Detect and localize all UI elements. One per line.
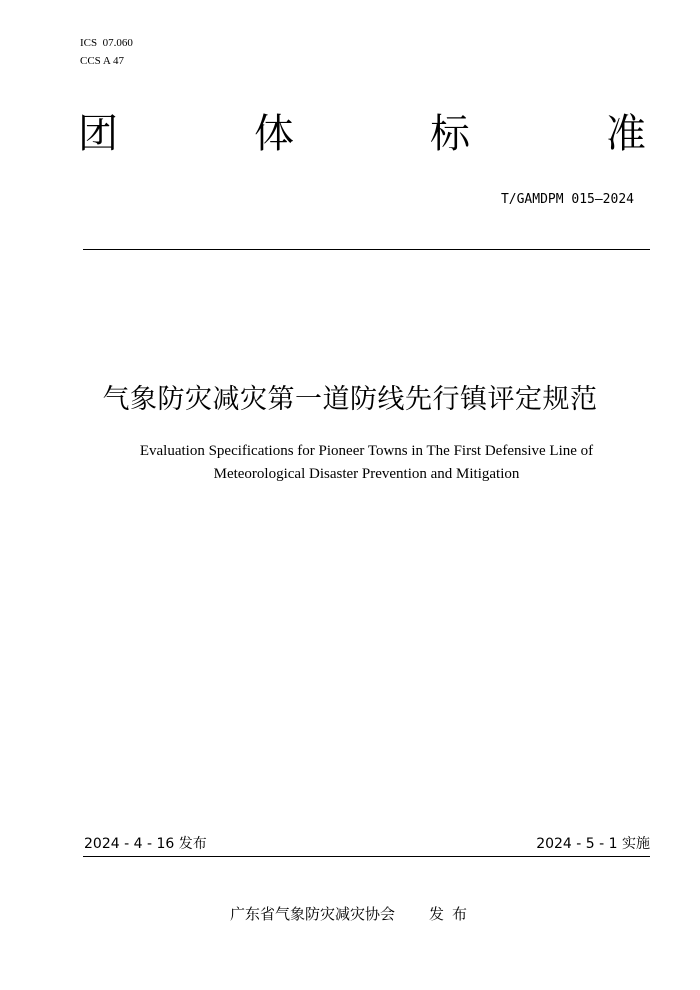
issue-date: 2024 - 4 - 16 发布 <box>84 836 207 852</box>
title-english-line-1: Evaluation Specifications for Pioneer Towns in The First Defensive Line of <box>139 443 594 459</box>
standard-type-char-1: 团 <box>78 111 118 157</box>
title-english <box>90 440 643 486</box>
header-divider <box>83 249 650 250</box>
implementation-date: 2024 - 5 - 1 实施 <box>536 836 650 852</box>
standard-number: T/GAMDPM 015—2024 <box>500 192 634 207</box>
ccs-code: CCS A 47 <box>80 55 125 67</box>
standard-type-char-4: 准 <box>606 111 646 157</box>
classification-codes <box>80 34 133 70</box>
footer-divider <box>83 856 650 857</box>
publisher-name: 广东省气象防灾减灾协会 <box>230 905 396 923</box>
ics-code: ICS 07.060 <box>80 37 133 49</box>
standard-type-char-2: 体 <box>254 111 294 157</box>
publisher-line <box>230 904 475 924</box>
title-chinese: 气象防灾减灾第一道防线先行镇评定规范 <box>102 384 598 415</box>
publisher-action: 发布 <box>429 905 476 923</box>
title-english-line-2: Meteorological Disaster Prevention and Mitigation <box>213 466 520 482</box>
standard-type-char-3: 标 <box>430 111 470 157</box>
standard-type-heading <box>78 108 646 160</box>
